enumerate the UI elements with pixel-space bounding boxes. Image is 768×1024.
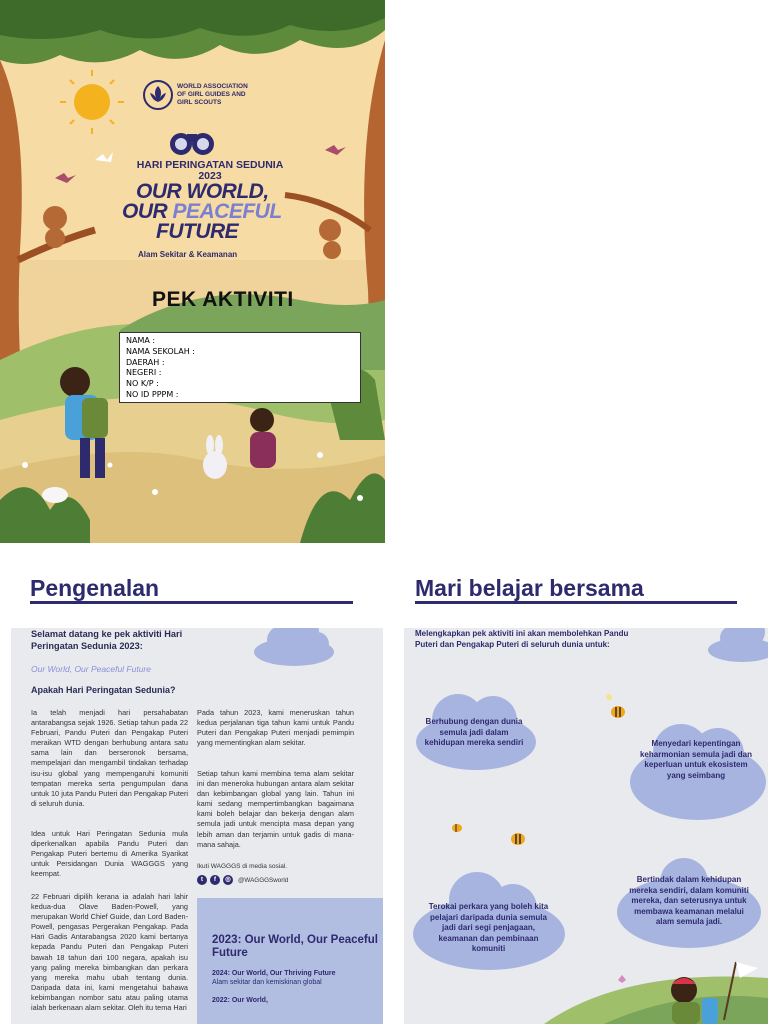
- objective-3-text: Terokai perkara yang boleh kita pelajari daripada dunia semula jadi dari segi penjagaan, keamanan dan pembinaan komuniti: [428, 902, 549, 953]
- intro-paragraph-1: Ia telah menjadi hari persahabatan antarabangsa sejak 1926. Setiap tahun pada 22 Februari, Pandu Puteri dan Pengakap Puteri meraikan WTD dengan berhubung antara satu sama lain dan berseronok bersama, mempelajari dan mengambil tindakan terhadap isu-isu global yang mempengaruhi komuniti tempatan mereka serta pengumpulan dana untuk 10 juta Pandu Puteri dan Pengakap Puteri di seluruh dunia.: [31, 708, 188, 808]
- form-field-nokp[interactable]: NO K/P :: [126, 379, 159, 389]
- event-year: 2023: [198, 170, 222, 182]
- binoculars-icon: [167, 124, 217, 158]
- cloud-icon: [704, 628, 768, 664]
- intro-heading: Pengenalan: [30, 575, 160, 601]
- objective-4-text: Bertindak dalam kehidupan mereka sendiri, dalam komuniti mereka, dan seterusnya untuk membawa keamanan melalui alam semula jadi.: [629, 875, 749, 926]
- cloud-icon: [251, 628, 337, 668]
- welcome-text: Selamat datang ke pek aktiviti Hari Peringatan Sedunia 2023:: [31, 629, 183, 651]
- facebook-icon[interactable]: f: [210, 875, 220, 885]
- title-line-1: OUR WORLD,: [136, 180, 269, 203]
- cover-subtitle: Alam Sekitar & Keamanan: [138, 250, 238, 259]
- event-name: HARI PERINGATAN SEDUNIA: [136, 159, 284, 171]
- wagggs-logo-block: [143, 80, 257, 110]
- title-line-3: FUTURE: [156, 220, 239, 243]
- question-heading: Apakah Hari Peringatan Sedunia?: [31, 685, 176, 695]
- learn-heading-underline: [415, 601, 737, 604]
- cover-title: [118, 182, 318, 242]
- intro-panel: [11, 628, 383, 1024]
- student-info-form: [119, 332, 361, 403]
- form-field-id-pppm[interactable]: NO ID PPPM :: [126, 389, 179, 399]
- form-field-negeri[interactable]: NEGERI :: [126, 368, 162, 378]
- bee-icon: [508, 824, 528, 848]
- objective-1-text: Berhubung dengan dunia semula jadi dalam kehidupan mereka sendiri: [424, 717, 524, 747]
- twitter-icon[interactable]: t: [197, 875, 207, 885]
- theme-2023: 2023: Our World, Our Peaceful Future: [212, 934, 378, 959]
- title-line-2: [118, 202, 318, 222]
- intro-heading-underline: [30, 601, 353, 604]
- bee-icon: [449, 820, 465, 834]
- hill-illustration: [544, 948, 768, 1024]
- org-name: WORLD ASSOCIATION OF GIRL GUIDES AND GIRL SCOUTS: [177, 83, 248, 106]
- trefoil-logo-icon: [143, 80, 173, 110]
- form-field-daerah[interactable]: DAERAH :: [126, 357, 165, 367]
- objective-2-text: Menyedari kepentingan keharmonian semula jadi dan keperluan untuk ekosistem yang seimbang: [639, 739, 753, 780]
- intro-paragraph-3: 22 Februari dipilih kerana ia adalah hari lahir kedua-dua Olave Baden-Powell, yang merupakan World Chief Guide, dan Lord Baden- Powell, pengasas Pergerakan Pengakap. Pada Hari Gadis Antarabangsa 2020 kami bertanya kepada Pandu Puteri dan Pengakap Puteri bawah 18 tahun dari 100 negara, apakah isu yang paling mereka bimbangkan dan perkara yang mereka mahu ubah tentang dunia. Daripada data ini, kami mengetahui bahawa kebimbangan nombor satu atau paling utama ialah berkenaan alam sekitar. Oleh itu tema Hari: [31, 892, 188, 1013]
- instagram-icon[interactable]: ◎: [223, 875, 233, 885]
- social-handle: @WAGGGSworld: [238, 876, 289, 884]
- theme-2022: [212, 996, 383, 1005]
- form-field-sekolah[interactable]: NAMA SEKOLAH :: [126, 346, 195, 356]
- intro-paragraph-2: Idea untuk Hari Peringatan Sedunia mula diperkenalkan apabila Pandu Puteri dan Pengakap Puteri bertemu di Amerika Syarikat untuk Persidangan Dunia WAGGGS yang keempat.: [31, 829, 188, 879]
- sun-icon: [74, 84, 110, 120]
- learn-intro: Melengkapkan pek aktiviti ini akan membolehkan Pandu Puteri dan Pengakap Puteri di seluruh dunia untuk:: [415, 629, 629, 650]
- form-field-nama[interactable]: NAMA :: [126, 336, 156, 345]
- theme-2024: [212, 969, 383, 987]
- pack-title: PEK AKTIVITI: [152, 288, 294, 311]
- theme-2022-title: 2022: Our World,: [212, 997, 268, 1004]
- intro-paragraph-4: Pada tahun 2023, kami meneruskan tahun kedua perjalanan tiga tahun kami untuk Pandu Puteri dan Pengakap Puteri menjadi pemimpin yang mementingkan alam sekitar.: [197, 708, 354, 748]
- welcome-theme: Our World, Our Peaceful Future: [31, 664, 151, 674]
- event-title: [100, 160, 320, 182]
- bee-icon: [604, 692, 630, 722]
- learn-panel: [404, 628, 768, 1024]
- themes-box: [197, 898, 383, 1024]
- social-tagline: Ikuti WAGGGS di media sosial.: [197, 863, 288, 870]
- social-links: [197, 875, 288, 885]
- learn-heading: Mari belajar bersama: [415, 575, 644, 601]
- cover-page: [0, 0, 385, 543]
- title-our: OUR: [122, 200, 173, 223]
- title-peaceful: PEACEFUL: [172, 200, 282, 223]
- intro-paragraph-5: Setiap tahun kami membina tema alam sekitar ini dan meneroka hubungan antara alam sekitar dan kebimbangan global yang lain. Tahun ini kami sedang mempertimbangkan bagaimana kami boleh belajar dan bekerja dengan alam semula jadi untuk mencipta masa depan yang lebih aman dan terjamin untuk gadis di mana-mana sahaja.: [197, 769, 354, 849]
- theme-2024-desc: Alam sekitar dan kemiskinan global: [212, 979, 322, 986]
- theme-2024-title: 2024: Our World, Our Thriving Future: [212, 970, 336, 977]
